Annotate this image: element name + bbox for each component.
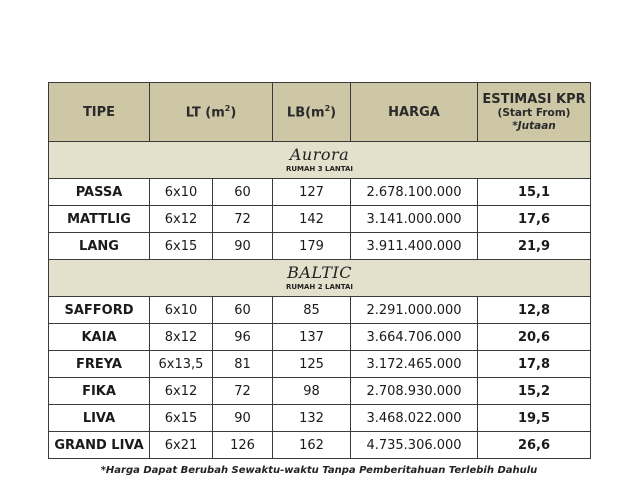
cell-lt: 72 [213,378,273,405]
kpr-title: ESTIMASI KPR [482,91,586,107]
cell-tipe: LANG [49,233,150,260]
header-harga: HARGA [351,83,478,142]
cell-tipe: FIKA [49,378,150,405]
header-row [49,83,591,142]
cell-harga: 3.141.000.000 [351,206,478,233]
cell-harga: 3.664.706.000 [351,324,478,351]
cell-lb: 98 [273,378,351,405]
cell-tipe: LIVA [49,405,150,432]
cell-kpr: 12,8 [478,297,591,324]
group-name: BALTIC [287,263,352,282]
cell-lt-dim: 6x13,5 [150,351,213,378]
group-name: Aurora [289,145,350,164]
group-row-aurora [49,142,591,179]
table-row [49,378,591,405]
price-disclaimer: *Harga Dapat Berubah Sewaktu-waktu Tanpa Pemberitahuan Terlebih Dahulu [100,465,538,476]
cell-lt: 81 [213,351,273,378]
cell-lt: 90 [213,233,273,260]
table-row [49,206,591,233]
cell-lt-dim: 6x10 [150,179,213,206]
cell-lb: 132 [273,405,351,432]
cell-tipe: KAIA [49,324,150,351]
cell-tipe: FREYA [49,351,150,378]
cell-lt: 126 [213,432,273,459]
group-subtitle: RUMAH 3 LANTAI [285,165,354,173]
cell-lb: 179 [273,233,351,260]
cell-harga: 2.708.930.000 [351,378,478,405]
cell-lt: 96 [213,324,273,351]
header-lb: $LB(m^2)$ [273,83,351,142]
cell-lt-dim: 6x15 [150,233,213,260]
table-row [49,432,591,459]
cell-lb: 85 [273,297,351,324]
cell-lb: 125 [273,351,351,378]
group-row-baltic [49,260,591,297]
cell-lt-dim: 6x10 [150,297,213,324]
cell-harga: 2.678.100.000 [351,179,478,206]
kpr-note: *Jutaan [512,119,556,132]
cell-tipe: SAFFORD [49,297,150,324]
cell-lb: 142 [273,206,351,233]
cell-harga: 3.172.465.000 [351,351,478,378]
table-row [49,324,591,351]
table-row [49,233,591,260]
cell-kpr: 21,9 [478,233,591,260]
header-estimasi-kpr [478,83,591,142]
cell-lb: 137 [273,324,351,351]
cell-lb: 127 [273,179,351,206]
cell-lt: 60 [213,179,273,206]
cell-kpr: 15,2 [478,378,591,405]
table-row [49,297,591,324]
cell-harga: 3.468.022.000 [351,405,478,432]
cell-lt-dim: 6x12 [150,206,213,233]
cell-harga: 4.735.306.000 [351,432,478,459]
cell-lt-dim: 6x21 [150,432,213,459]
table-row [49,405,591,432]
cell-lt-dim: 6x15 [150,405,213,432]
cell-kpr: 15,1 [478,179,591,206]
kpr-subtitle: (Start From) [497,106,571,119]
cell-tipe: PASSA [49,179,150,206]
table-row [49,351,591,378]
cell-kpr: 17,8 [478,351,591,378]
cell-tipe: MATTLIG [49,206,150,233]
header-lt: LT $(m^2)$ [150,83,273,142]
group-subtitle: RUMAH 2 LANTAI [285,283,354,291]
cell-lt: 60 [213,297,273,324]
cell-lb: 162 [273,432,351,459]
header-tipe: TIPE [49,83,150,142]
cell-harga: 3.911.400.000 [351,233,478,260]
cell-kpr: 17,6 [478,206,591,233]
cell-tipe: GRAND LIVA [49,432,150,459]
table-row [49,179,591,206]
cell-kpr: 20,6 [478,324,591,351]
cell-lt-dim: 6x12 [150,378,213,405]
cell-kpr: 19,5 [478,405,591,432]
cell-harga: 2.291.000.000 [351,297,478,324]
cell-lt: 90 [213,405,273,432]
cell-kpr: 26,6 [478,432,591,459]
price-table [48,82,591,459]
cell-lt-dim: 8x12 [150,324,213,351]
cell-lt: 72 [213,206,273,233]
